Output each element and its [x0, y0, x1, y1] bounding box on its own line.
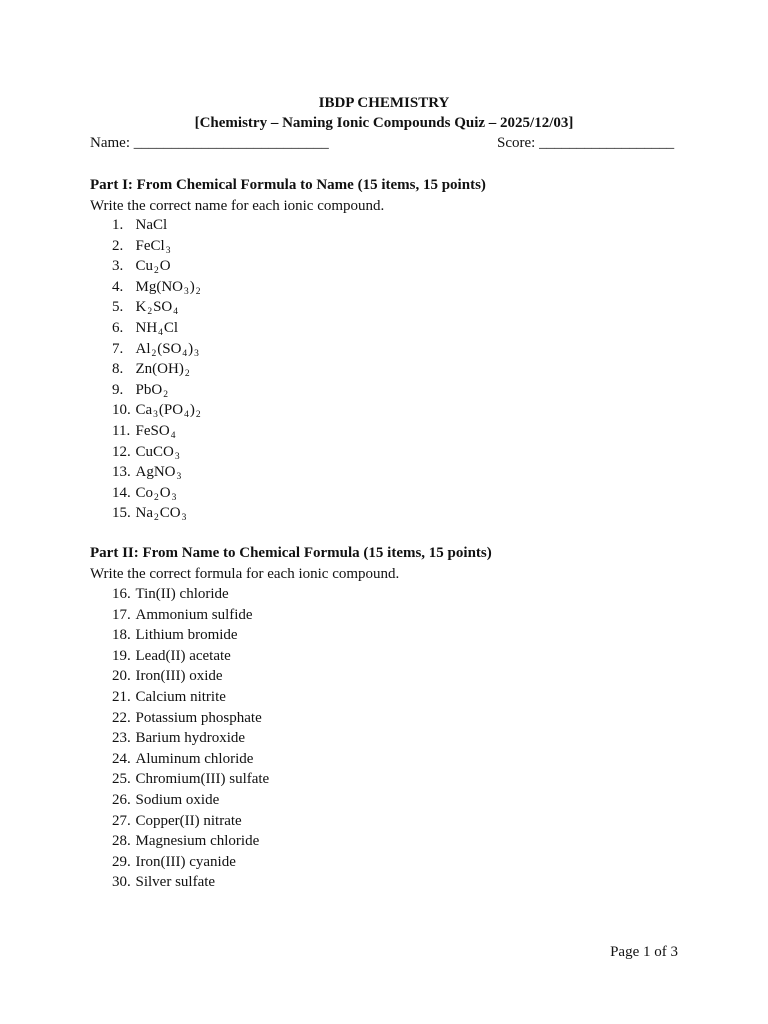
formula-text: AgNO [135, 464, 176, 481]
chemical-formula [135, 505, 188, 524]
page-number: Page 1 of 3 [610, 944, 678, 960]
compound-name: Ammonium sulfide [135, 606, 253, 623]
compound-name: Iron(III) oxide [135, 668, 223, 685]
question-item [112, 297, 202, 318]
question-item [112, 852, 269, 873]
formula-text: Zn(OH) [135, 361, 184, 378]
question-number: 28. [112, 833, 131, 850]
question-item [112, 687, 269, 708]
formula-text: FeSO [135, 422, 170, 439]
formula-subscript: 3 [194, 348, 199, 359]
formula-subscript: 2 [147, 307, 153, 318]
question-number: 27. [112, 812, 131, 829]
question-item [112, 380, 202, 401]
question-number: 4. [112, 278, 124, 295]
question-item [112, 749, 269, 770]
compound-name: Calcium nitrite [135, 688, 226, 705]
score-field: Score: __________________ [497, 135, 675, 151]
compound-name: Potassium phosphate [135, 709, 262, 726]
chemical-formula [136, 382, 169, 398]
question-number: 10. [112, 402, 131, 419]
question-item [112, 277, 202, 298]
compound-name: Chromium(III) sulfate [135, 771, 270, 788]
question-item [112, 728, 269, 749]
question-number: 13. [112, 464, 131, 481]
compound-name: Sodium oxide [135, 791, 220, 808]
formula-text: (SO [157, 340, 182, 357]
question-item [112, 421, 202, 442]
question-item [112, 256, 202, 277]
question-number: 24. [112, 750, 131, 767]
question-number: 6. [112, 319, 124, 336]
chemical-formula [136, 320, 179, 336]
formula-subscript: 2 [151, 348, 157, 359]
question-number: 23. [112, 730, 131, 747]
question-item [112, 790, 269, 811]
formula-subscript: 2 [195, 286, 201, 297]
question-number: 12. [112, 443, 131, 460]
question-number: 25. [112, 771, 131, 788]
formula-text: Al [135, 340, 151, 357]
part2-instructions: Write the correct formula for each ionic compound. [90, 566, 400, 582]
formula-text: (PO [158, 402, 184, 419]
question-number: 22. [112, 709, 131, 726]
question-item [112, 811, 269, 832]
chemical-formula [136, 423, 177, 439]
formula-subscript: 4 [184, 410, 189, 421]
question-item [112, 708, 269, 729]
name-field: Name: __________________________ [90, 135, 329, 151]
compound-name: Aluminum chloride [135, 750, 254, 767]
formula-subscript: 2 [163, 389, 168, 400]
chemical-formula [136, 217, 168, 233]
formula-text: FeCl [135, 237, 165, 254]
formula-text: ) [188, 340, 194, 357]
chemical-formula [135, 299, 180, 318]
formula-text: O [159, 484, 171, 501]
question-item [112, 462, 202, 483]
formula-subscript: 3 [181, 513, 187, 524]
chemical-formula [135, 464, 183, 483]
part2-heading: Part II: From Name to Chemical Formula (15 items, 15 points) [90, 545, 492, 561]
formula-text: PbO [135, 381, 163, 398]
question-number: 20. [112, 668, 131, 685]
formula-subscript: 3 [153, 410, 158, 421]
formula-subscript: 4 [182, 348, 188, 359]
part1-heading: Part I: From Chemical Formula to Name (15 items, 15 points) [90, 177, 486, 193]
formula-subscript: 2 [195, 410, 201, 421]
formula-text: K [135, 299, 147, 316]
question-item [112, 605, 269, 626]
formula-subscript: 3 [184, 286, 189, 297]
question-item [112, 831, 269, 852]
part1-question-list [112, 215, 202, 524]
formula-text: NH [135, 319, 158, 336]
formula-text: ) [189, 402, 195, 419]
formula-text: CuCO [135, 443, 174, 460]
question-number: 3. [112, 258, 124, 275]
question-number: 15. [112, 505, 131, 522]
formula-subscript: 2 [154, 492, 159, 503]
formula-text: Ca [135, 402, 153, 419]
question-number: 29. [112, 853, 131, 870]
formula-text: SO [153, 299, 173, 316]
question-number: 19. [112, 647, 131, 664]
question-number: 21. [112, 688, 131, 705]
formula-subscript: 2 [154, 513, 159, 524]
question-item [112, 666, 269, 687]
question-item [112, 503, 202, 524]
question-item [112, 625, 269, 646]
compound-name: Magnesium chloride [135, 833, 260, 850]
question-number: 18. [112, 627, 131, 644]
formula-text: Mg(NO [135, 278, 183, 295]
compound-name: Lithium bromide [135, 627, 238, 644]
question-item [112, 215, 202, 236]
part2-question-list [112, 584, 269, 893]
formula-text: CO [159, 505, 181, 522]
formula-subscript: 4 [173, 307, 179, 318]
question-number: 9. [112, 381, 124, 398]
question-item [112, 872, 269, 893]
formula-text: ) [189, 278, 195, 295]
question-item [112, 400, 202, 421]
question-item [112, 359, 202, 380]
question-number: 30. [112, 874, 131, 891]
question-number: 14. [112, 484, 131, 501]
chemical-formula [135, 258, 171, 277]
formula-subscript: 4 [158, 327, 163, 338]
compound-name: Tin(II) chloride [135, 586, 229, 602]
question-item [112, 646, 269, 667]
formula-text: NaCl [135, 217, 168, 233]
formula-text: Na [135, 505, 153, 522]
compound-name: Barium hydroxide [135, 730, 246, 747]
formula-subscript: 3 [171, 492, 177, 503]
formula-text: Cu [135, 258, 154, 275]
question-number: 17. [112, 606, 131, 623]
question-number: 8. [112, 361, 124, 378]
formula-subscript: 2 [184, 369, 190, 380]
chemical-formula [136, 485, 178, 501]
compound-name: Iron(III) cyanide [135, 853, 236, 870]
chemical-formula [136, 444, 181, 460]
compound-name: Copper(II) nitrate [135, 812, 242, 829]
formula-subscript: 3 [165, 245, 171, 256]
question-number: 11. [112, 422, 131, 439]
chemical-formula [135, 402, 202, 421]
question-number: 7. [112, 340, 124, 357]
question-number: 1. [112, 217, 124, 233]
question-item [112, 339, 202, 360]
chemical-formula [135, 361, 191, 380]
question-item [112, 584, 269, 605]
formula-subscript: 3 [174, 451, 180, 462]
question-item [112, 442, 202, 463]
chemical-formula [136, 238, 172, 254]
formula-subscript: 4 [170, 430, 176, 441]
formula-text: Cl [163, 319, 179, 336]
chemical-formula [136, 341, 200, 357]
quiz-title: [Chemistry – Naming Ionic Compounds Quiz – 2025/12/03] [194, 115, 574, 131]
question-number: 16. [112, 586, 131, 602]
formula-text: O [159, 258, 171, 275]
formula-subscript: 3 [176, 472, 182, 483]
formula-subscript: 2 [154, 266, 159, 277]
question-item [112, 483, 202, 504]
question-number: 2. [112, 237, 124, 254]
formula-text: Co [135, 484, 154, 501]
question-number: 26. [112, 791, 131, 808]
question-number: 5. [112, 299, 124, 316]
course-title: IBDP CHEMISTRY [318, 95, 450, 111]
question-item [112, 318, 202, 339]
compound-name: Lead(II) acetate [135, 647, 231, 664]
compound-name: Silver sulfate [135, 874, 216, 891]
question-item [112, 236, 202, 257]
question-item [112, 769, 269, 790]
part1-instructions: Write the correct name for each ionic compound. [90, 198, 385, 214]
chemical-formula [136, 279, 202, 295]
